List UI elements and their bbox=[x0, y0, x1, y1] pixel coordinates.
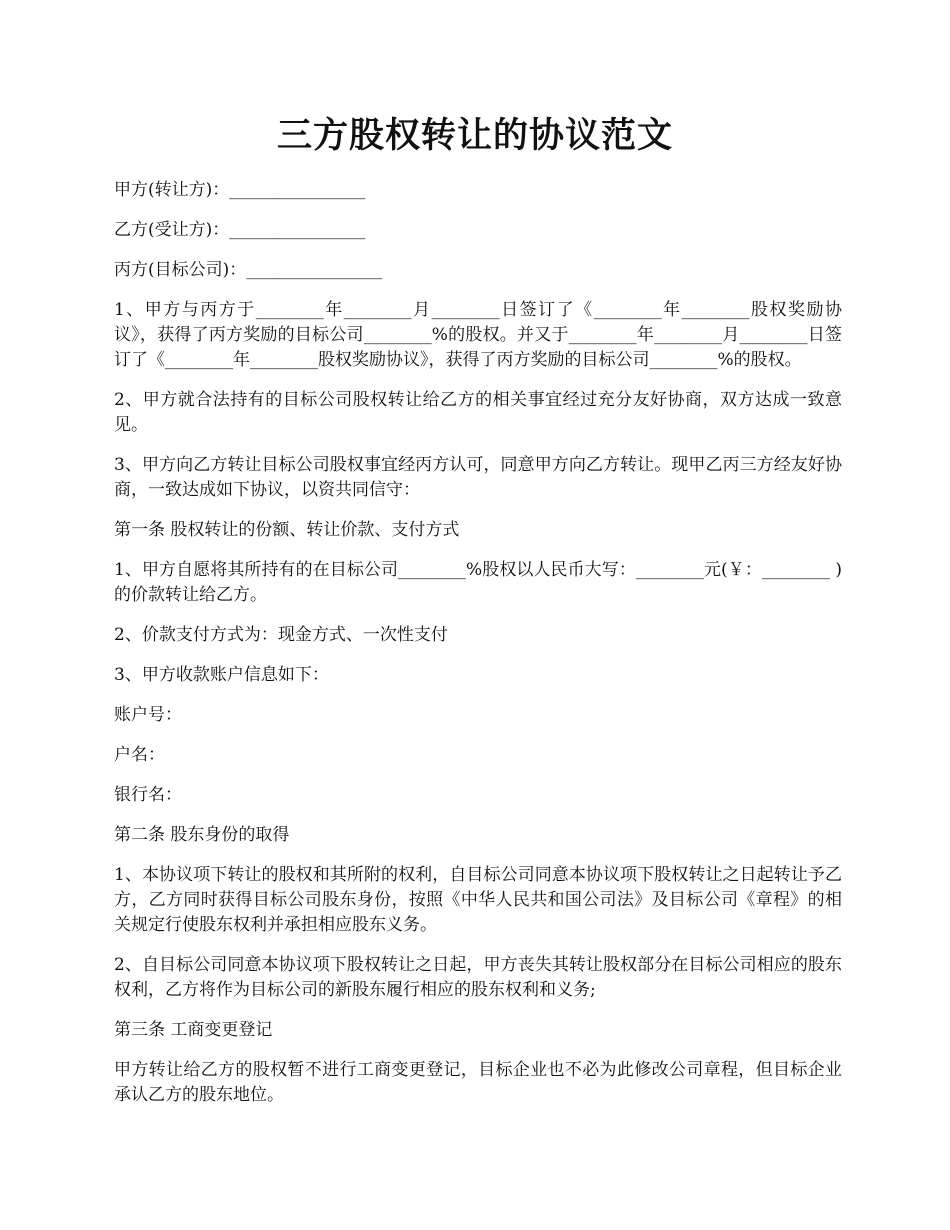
recital-2: 2、甲方就合法持有的目标公司股权转让给乙方的相关事宜经过充分友好协商，双方达成一致意见。 bbox=[114, 390, 842, 435]
recital-3: 3、甲方向乙方转让目标公司股权事宜经丙方认可，同意甲方向乙方转让。现甲乙丙三方经友好协商，一致达成如下协议，以资共同信守： bbox=[114, 455, 842, 500]
article-1-heading: 第一条 股权转让的份额、转让价款、支付方式 bbox=[114, 520, 460, 540]
bank-name-line: 银行名： bbox=[114, 785, 182, 805]
party-c-line: 丙方(目标公司)：________________ bbox=[114, 260, 383, 280]
recital-1: 1、甲方与丙方于________年________月________日签订了《________年________股权奖励协议》，获得了丙方奖励的目标公司________%的股权。并又于________年________月________日签订了《________年________股权奖励协议》，获得了丙方奖励的目标公司________%的股权。 bbox=[114, 300, 842, 370]
party-a-line: 甲方(转让方)：________________ bbox=[114, 180, 366, 200]
account-number-line: 账户号： bbox=[114, 705, 182, 725]
article-3-heading: 第三条 工商变更登记 bbox=[114, 1020, 273, 1040]
account-name-line: 户名： bbox=[114, 745, 165, 765]
article-2-clause-2: 2、自目标公司同意本协议项下股权转让之日起，甲方丧失其转让股权部分在目标公司相应的股东权利，乙方将作为目标公司的新股东履行相应的股东权利和义务; bbox=[114, 955, 842, 1000]
party-b-line: 乙方(受让方)：________________ bbox=[114, 220, 366, 240]
article-1-clause-1: 1、甲方自愿将其所持有的在目标公司________%股权以人民币大写：________元(￥：________ )的价款转让给乙方。 bbox=[114, 560, 842, 605]
article-1-clause-3: 3、甲方收款账户信息如下： bbox=[114, 665, 329, 685]
article-2-heading: 第二条 股东身份的取得 bbox=[114, 825, 290, 845]
document-body bbox=[114, 178, 842, 1123]
document-title: 三方股权转让的协议范文 bbox=[276, 115, 673, 156]
article-1-clause-2: 2、价款支付方式为：现金方式、一次性支付 bbox=[114, 625, 448, 645]
article-3-clause: 甲方转让给乙方的股权暂不进行工商变更登记，目标企业也不必为此修改公司章程，但目标企业承认乙方的股东地位。 bbox=[114, 1060, 842, 1105]
article-2-clause-1: 1、本协议项下转让的股权和其所附的权利，自目标公司同意本协议项下股权转让之日起转让予乙方，乙方同时获得目标公司股东身份，按照《中华人民共和国公司法》及目标公司《章程》的相关规定行使股东权利并承担相应股东义务。 bbox=[114, 865, 842, 935]
